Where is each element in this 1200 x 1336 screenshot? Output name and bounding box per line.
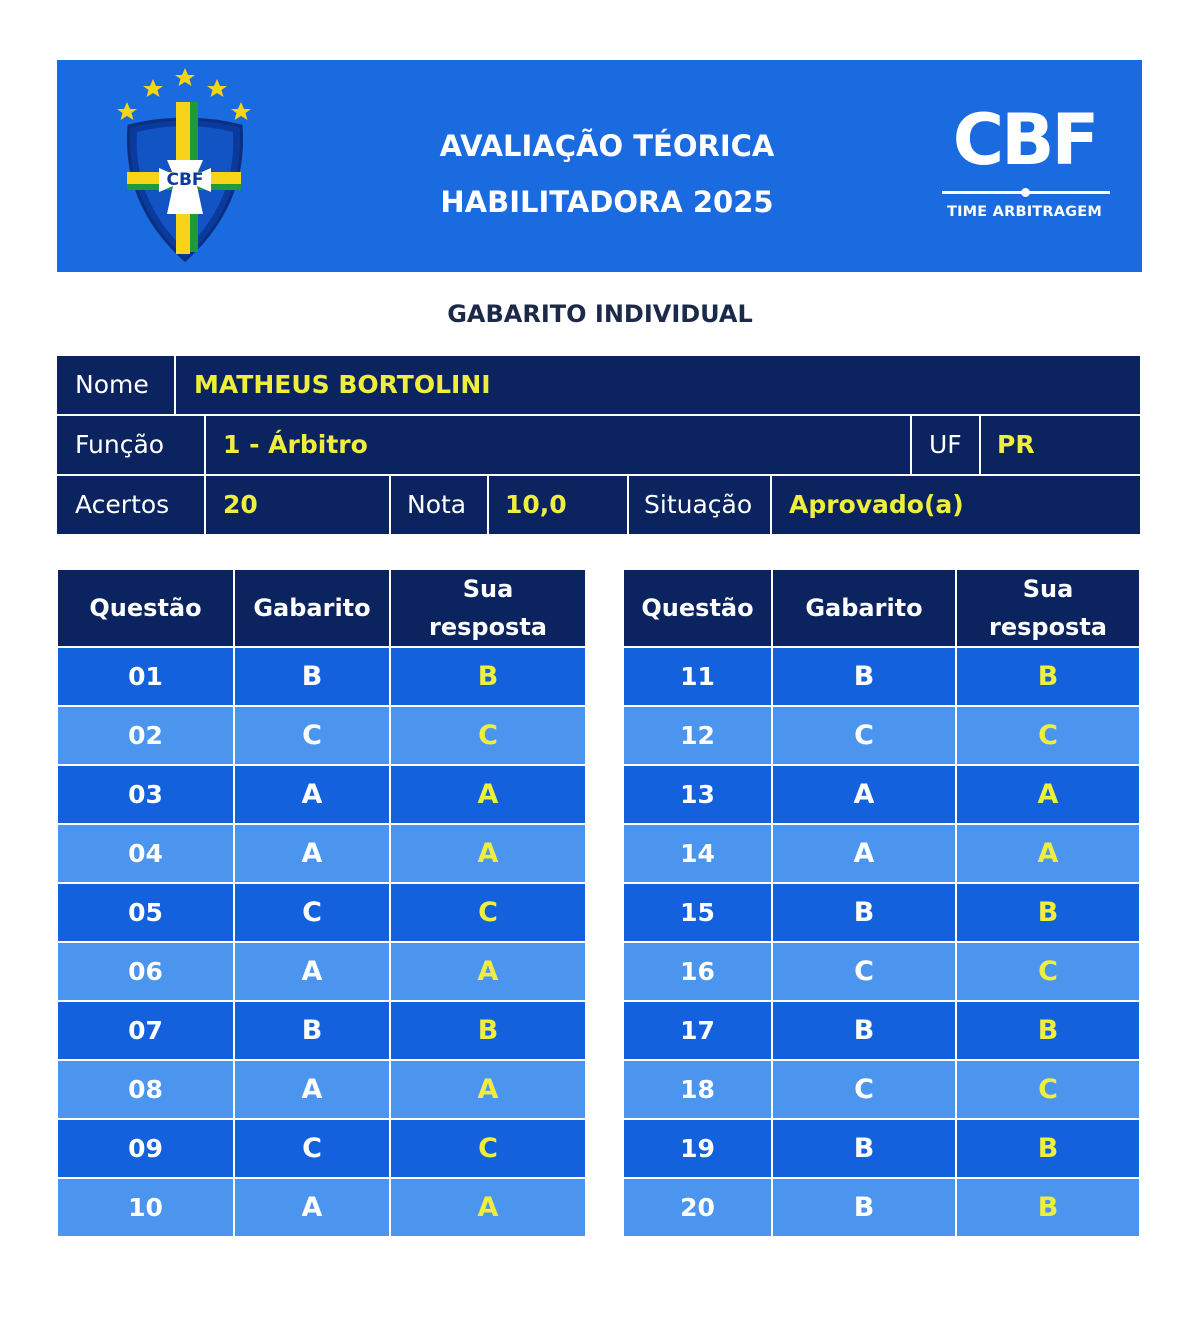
answer-key: C [234, 1119, 390, 1178]
question-number: 12 [623, 706, 772, 765]
question-number: 19 [623, 1119, 772, 1178]
candidate-answer: B [390, 1001, 586, 1060]
info-row-nome [57, 356, 1140, 416]
candidate-answer: B [956, 647, 1140, 706]
answer-key: A [234, 824, 390, 883]
question-number: 04 [57, 824, 234, 883]
header-resposta-line-1: Sua [1022, 575, 1074, 603]
candidate-answer: C [956, 942, 1140, 1001]
question-number: 14 [623, 824, 772, 883]
header-sua-resposta [390, 569, 586, 647]
candidate-answer: C [390, 706, 586, 765]
info-row-funcao [57, 416, 1140, 476]
nota-label: Nota [407, 490, 467, 519]
header-gabarito: Gabarito [234, 569, 390, 647]
answer-key: B [234, 647, 390, 706]
table-row [623, 1178, 1140, 1237]
candidate-answer: C [390, 1119, 586, 1178]
candidate-answer: C [956, 1060, 1140, 1119]
situacao-value: Aprovado(a) [789, 490, 964, 519]
table-row [57, 1178, 586, 1237]
table-row [623, 824, 1140, 883]
header-questao: Questão [623, 569, 772, 647]
answer-key: C [234, 706, 390, 765]
crest-text: CBF [166, 170, 204, 190]
table-row [57, 942, 586, 1001]
table-header-row [57, 569, 586, 647]
table-row [623, 1001, 1140, 1060]
question-number: 07 [57, 1001, 234, 1060]
table-row [57, 1119, 586, 1178]
question-number: 06 [57, 942, 234, 1001]
answer-key: C [234, 883, 390, 942]
answer-key: B [772, 1001, 956, 1060]
candidate-answer: B [956, 1119, 1140, 1178]
candidate-answer: A [390, 765, 586, 824]
cbf-logo-word: CBF [952, 99, 1097, 181]
answer-key: B [234, 1001, 390, 1060]
header-resposta-line-1: Sua [462, 575, 514, 603]
answer-key: B [772, 883, 956, 942]
cell-divider [910, 416, 912, 474]
question-number: 17 [623, 1001, 772, 1060]
candidate-answer: C [956, 706, 1140, 765]
logo-divider-dot [1021, 188, 1030, 197]
cbf-crest-logo [117, 64, 253, 264]
cbf-logo-subtitle: TIME ARBITRAGEM [946, 204, 1103, 220]
question-number: 02 [57, 706, 234, 765]
cell-divider [770, 476, 772, 534]
question-number: 10 [57, 1178, 234, 1237]
answer-key: C [772, 1060, 956, 1119]
answers-table-right [622, 568, 1141, 1238]
answer-key: A [772, 765, 956, 824]
cbf-arbitragem-logo [937, 100, 1112, 230]
header-sua-resposta [956, 569, 1140, 647]
answer-key: C [772, 942, 956, 1001]
candidate-answer: A [390, 1060, 586, 1119]
answer-key: A [234, 942, 390, 1001]
cell-divider [389, 476, 391, 534]
cell-divider [204, 416, 206, 474]
nome-value: MATHEUS BORTOLINI [194, 370, 491, 399]
cell-divider [204, 476, 206, 534]
question-number: 01 [57, 647, 234, 706]
table-row [623, 647, 1140, 706]
header-resposta-line-2: resposta [988, 613, 1108, 641]
candidate-answer: B [956, 1178, 1140, 1237]
table-row [57, 1060, 586, 1119]
question-number: 18 [623, 1060, 772, 1119]
table-row [57, 647, 586, 706]
table-row [57, 706, 586, 765]
candidate-answer: A [956, 765, 1140, 824]
answer-key: A [234, 765, 390, 824]
table-row [57, 883, 586, 942]
funcao-label: Função [75, 430, 165, 459]
answer-key: A [772, 824, 956, 883]
candidate-answer: B [956, 883, 1140, 942]
header-questao: Questão [57, 569, 234, 647]
cell-divider [174, 356, 176, 414]
funcao-value: 1 - Árbitro [223, 430, 368, 459]
answer-key: B [772, 1178, 956, 1237]
table-row [623, 765, 1140, 824]
cell-divider [487, 476, 489, 534]
answer-key: A [234, 1178, 390, 1237]
header-banner [57, 60, 1142, 272]
question-number: 11 [623, 647, 772, 706]
candidate-answer: A [390, 824, 586, 883]
table-row [623, 1060, 1140, 1119]
page-title [387, 118, 827, 230]
candidate-answer: C [390, 883, 586, 942]
candidate-answer: B [956, 1001, 1140, 1060]
candidate-info-table [57, 356, 1140, 534]
acertos-label: Acertos [75, 490, 170, 519]
answer-key: C [772, 706, 956, 765]
question-number: 03 [57, 765, 234, 824]
question-number: 09 [57, 1119, 234, 1178]
info-row-acertos [57, 476, 1140, 534]
answers-table-left [56, 568, 587, 1238]
header-gabarito: Gabarito [772, 569, 956, 647]
question-number: 20 [623, 1178, 772, 1237]
question-number: 08 [57, 1060, 234, 1119]
candidate-answer: B [390, 647, 586, 706]
answer-key: B [772, 1119, 956, 1178]
table-row [57, 765, 586, 824]
question-number: 05 [57, 883, 234, 942]
candidate-answer: A [390, 1178, 586, 1237]
cell-divider [979, 416, 981, 474]
table-row [623, 1119, 1140, 1178]
table-row [57, 1001, 586, 1060]
title-line-2: HABILITADORA 2025 [440, 185, 774, 219]
table-row [623, 942, 1140, 1001]
question-number: 16 [623, 942, 772, 1001]
header-resposta-line-2: resposta [428, 613, 548, 641]
candidate-answer: A [956, 824, 1140, 883]
uf-label: UF [929, 430, 962, 459]
uf-value: PR [997, 430, 1035, 459]
table-header-row [623, 569, 1140, 647]
acertos-value: 20 [223, 490, 258, 519]
table-row [623, 706, 1140, 765]
title-line-1: AVALIAÇÃO TÉORICA [439, 129, 775, 163]
table-row [57, 824, 586, 883]
situacao-label: Situação [644, 490, 753, 519]
section-title: GABARITO INDIVIDUAL [447, 300, 753, 328]
question-number: 13 [623, 765, 772, 824]
question-number: 15 [623, 883, 772, 942]
table-row [623, 883, 1140, 942]
answer-key: B [772, 647, 956, 706]
cell-divider [627, 476, 629, 534]
nome-label: Nome [75, 370, 149, 399]
nota-value: 10,0 [505, 490, 567, 519]
answer-key: A [234, 1060, 390, 1119]
candidate-answer: A [390, 942, 586, 1001]
